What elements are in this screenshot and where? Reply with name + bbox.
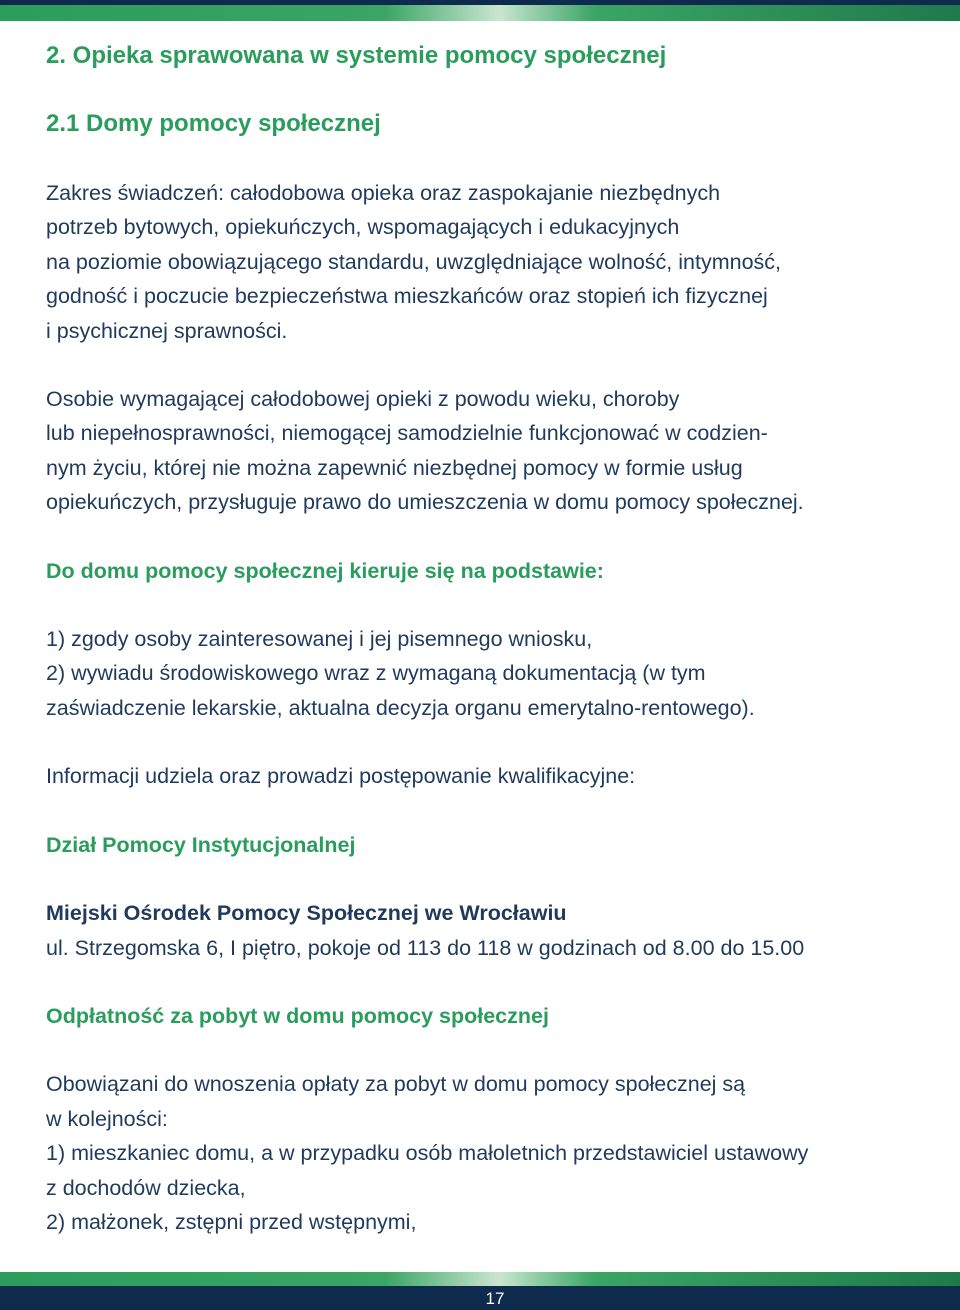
address-line: ul. Strzegomska 6, I piętro, pokoje od 113 do 118 w godzinach od 8.00 do 15.00 xyxy=(46,935,805,960)
text-line: i psychicznej sprawności. xyxy=(46,318,288,343)
top-green-band xyxy=(0,5,960,21)
text-line: potrzeb bytowych, opiekuńczych, wspomagających i edukacyjnych xyxy=(46,215,680,240)
text-line: w kolejności: xyxy=(46,1106,168,1131)
referral-subheading: Do domu pomocy społecznej kieruje się na podstawie: xyxy=(46,558,604,583)
list-item: 2) wywiadu środowiskowego wraz z wymaganą dokumentacją (w tym xyxy=(46,661,706,686)
text-line: godność i poczucie bezpieczeństwa mieszkańców oraz stopień ich fizycznej xyxy=(46,284,768,309)
info-line: Informacji udziela oraz prowadzi postępowanie kwalifikacyjne: xyxy=(46,764,636,789)
list-item: zaświadczenie lekarskie, aktualna decyzja organu emerytalno-rentowego). xyxy=(46,695,755,720)
eligibility-paragraph xyxy=(46,382,936,520)
list-item: 2) małżonek, zstępni przed wstępnymi, xyxy=(46,1209,417,1234)
text-line: Osobie wymagającej całodobowej opieki z powodu wieku, choroby xyxy=(46,387,680,412)
institution-name: Miejski Ośrodek Pomocy Społecznej we Wrocławiu xyxy=(46,901,567,926)
text-line: nym życiu, której nie można zapewnić niezbędnej pomocy w formie usług xyxy=(46,455,743,480)
fees-subheading: Odpłatność za pobyt w domu pomocy społecznej xyxy=(46,1003,549,1028)
department-name: Dział Pomocy Instytucjonalnej xyxy=(46,832,356,857)
page-content xyxy=(46,36,936,1239)
bottom-green-band xyxy=(0,1272,960,1286)
list-item: 1) zgody osoby zainteresowanej i jej pisemnego wniosku, xyxy=(46,627,593,652)
fees-paragraph xyxy=(46,1067,936,1239)
text-line: Zakres świadczeń: całodobowa opieka oraz zaspokajanie niezbędnych xyxy=(46,181,721,205)
text-line: Obowiązani do wnoszenia opłaty za pobyt w domu pomocy społecznej są xyxy=(46,1072,746,1097)
text-line: lub niepełnosprawności, niemogącej samodzielnie funkcjonować w codzien- xyxy=(46,421,768,446)
list-item: 1) mieszkaniec domu, a w przypadku osób małoletnich przedstawiciel ustawowy xyxy=(46,1141,809,1166)
text-line: z dochodów dziecka, xyxy=(46,1175,246,1200)
referral-list xyxy=(46,622,936,725)
scope-paragraph xyxy=(46,176,936,348)
subsection-heading: 2.1 Domy pomocy społecznej xyxy=(46,110,381,137)
text-line: na poziomie obowiązującego standardu, uwzględniające wolność, intymność, xyxy=(46,249,782,274)
text-line: opiekuńczych, przysługuje prawo do umieszczenia w domu pomocy społecznej. xyxy=(46,490,804,515)
section-heading: 2. Opieka sprawowana w systemie pomocy społecznej xyxy=(46,42,667,69)
page-number: 17 xyxy=(485,1289,505,1308)
